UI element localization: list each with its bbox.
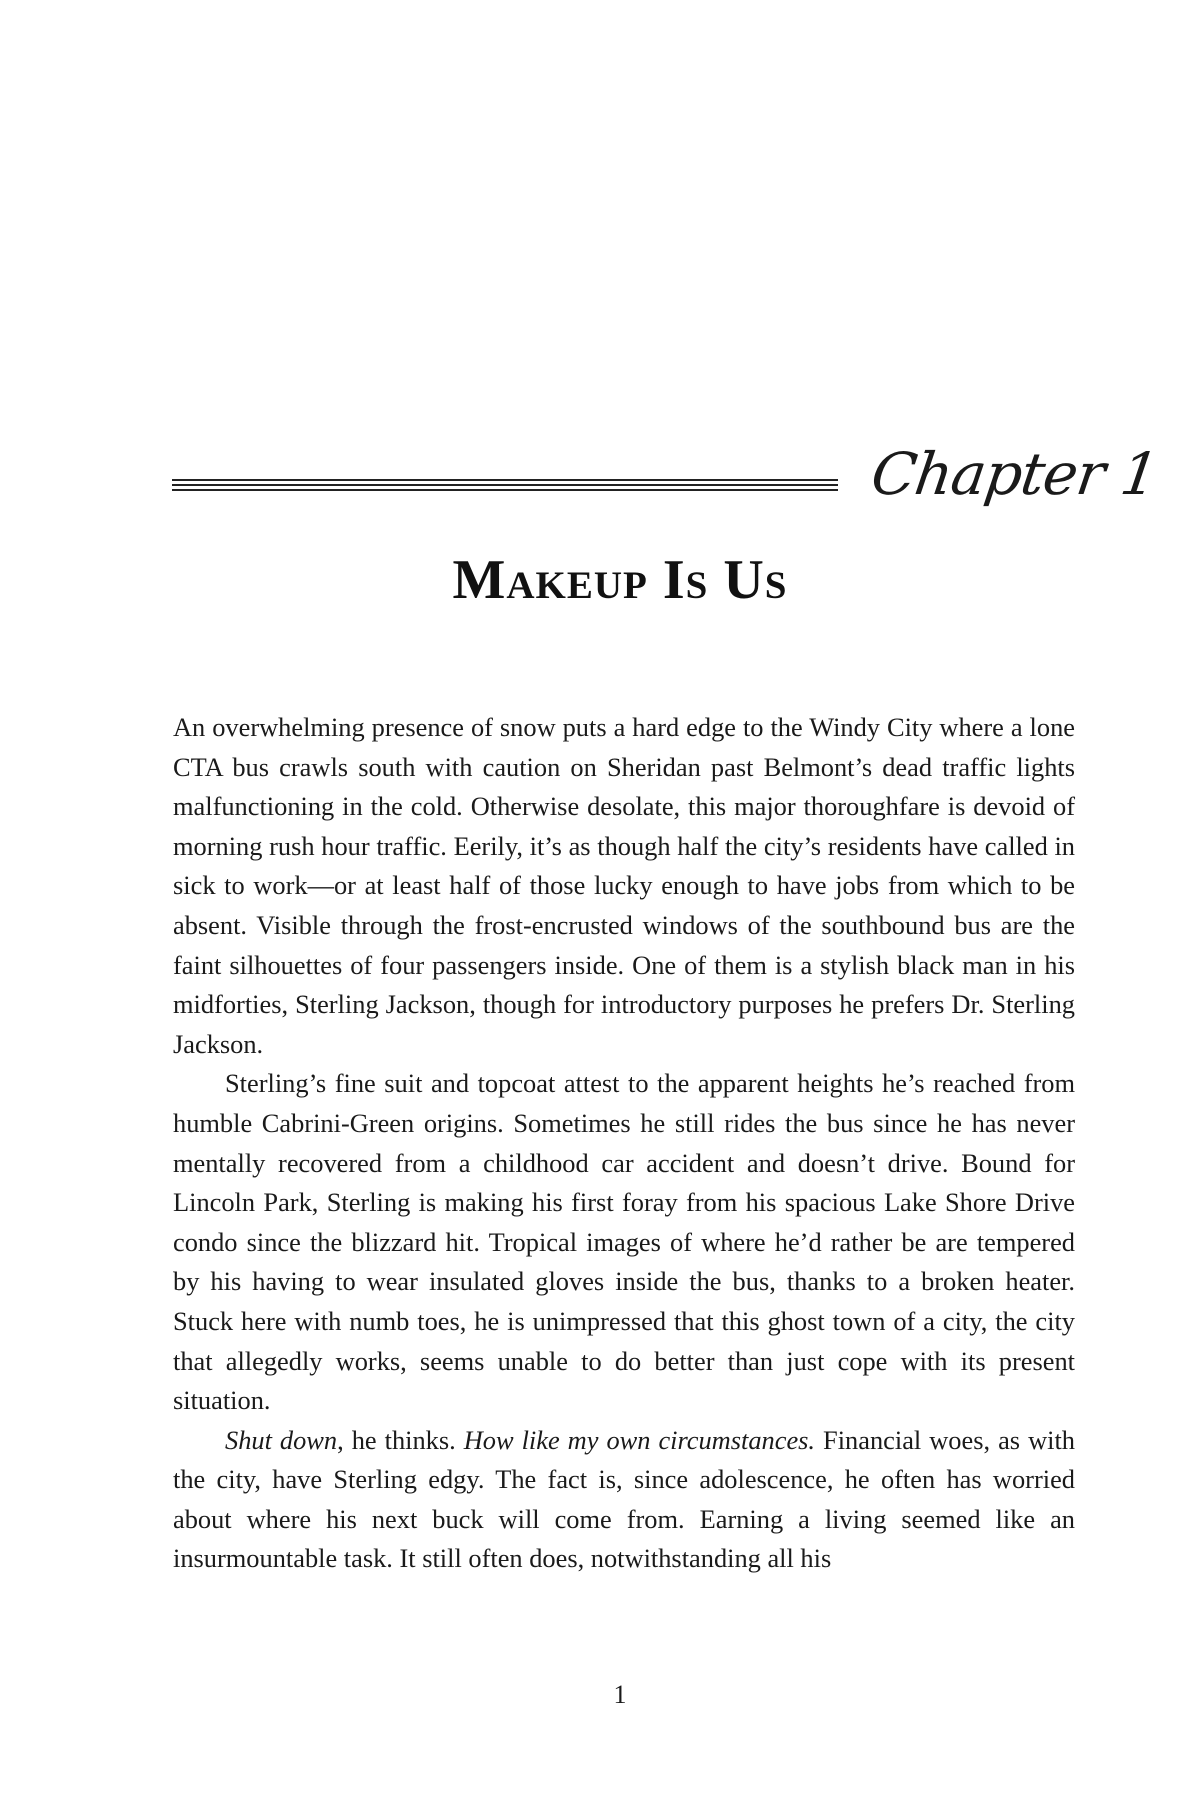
chapter-number-label: Chapter 1 [867, 440, 1162, 508]
paragraph-2: Sterling’s fine suit and topcoat attest to the apparent heights he’s reached from humble Cabrini-Green origins. Sometimes he still rides the bus since he has never mentally recovered from a childhood car accident and doesn’t drive. Bound for Lincoln Park, Sterling is making his first foray from his spacious Lake Shore Drive condo since the blizzard hit. Tropical images of where he’d rather be are tempered by his having to wear insulated gloves inside the bus, thanks to a broken heater. Stuck here with numb toes, he is unimpressed that this ghost town of a city, the city that allegedly works, seems unable to do better than just cope with its present situation. [173, 1068, 1075, 1416]
paragraph-3-italic-phrase-2: How like my own circumstances. [463, 1424, 816, 1455]
chapter-heading-rule [172, 479, 838, 493]
paragraph-3-italic-phrase-1: Shut down [225, 1424, 338, 1455]
paragraph-1: An overwhelming presence of snow puts a hard edge to the Windy City where a lone CTA bus crawls south with caution on Sheridan past Belmont’s dead traffic lights malfunctioning in the cold. Otherwise desolate, this major thoroughfare is devoid of morning rush hour traffic. Eerily, it’s as though half the city’s residents have called in sick to work—or at least half of those lucky enough to have jobs from which to be absent. Visible through the frost-encrusted windows of the southbound bus are the faint silhouettes of four passengers inside. One of them is a stylish black man in his midforties, Sterling Jackson, though for introductory purposes he prefers Dr. Sterling Jackson. [173, 712, 1075, 1059]
chapter-title: Makeup Is Us [452, 549, 788, 611]
paragraph-3 [173, 1421, 1075, 1579]
paragraph-3-text-1: , he thinks. [337, 1424, 464, 1455]
page-number: 1 [613, 1680, 627, 1709]
paragraph-3-text-2: Financial woes, as with the city, have Sterling edgy. The fact is, since adolescence, he often has worried about where his next buck will come from. Earning a living seemed like an insurmountable task. It still often does, notwithstanding all his [173, 1424, 1075, 1574]
chapter-body-text [173, 708, 1075, 1579]
